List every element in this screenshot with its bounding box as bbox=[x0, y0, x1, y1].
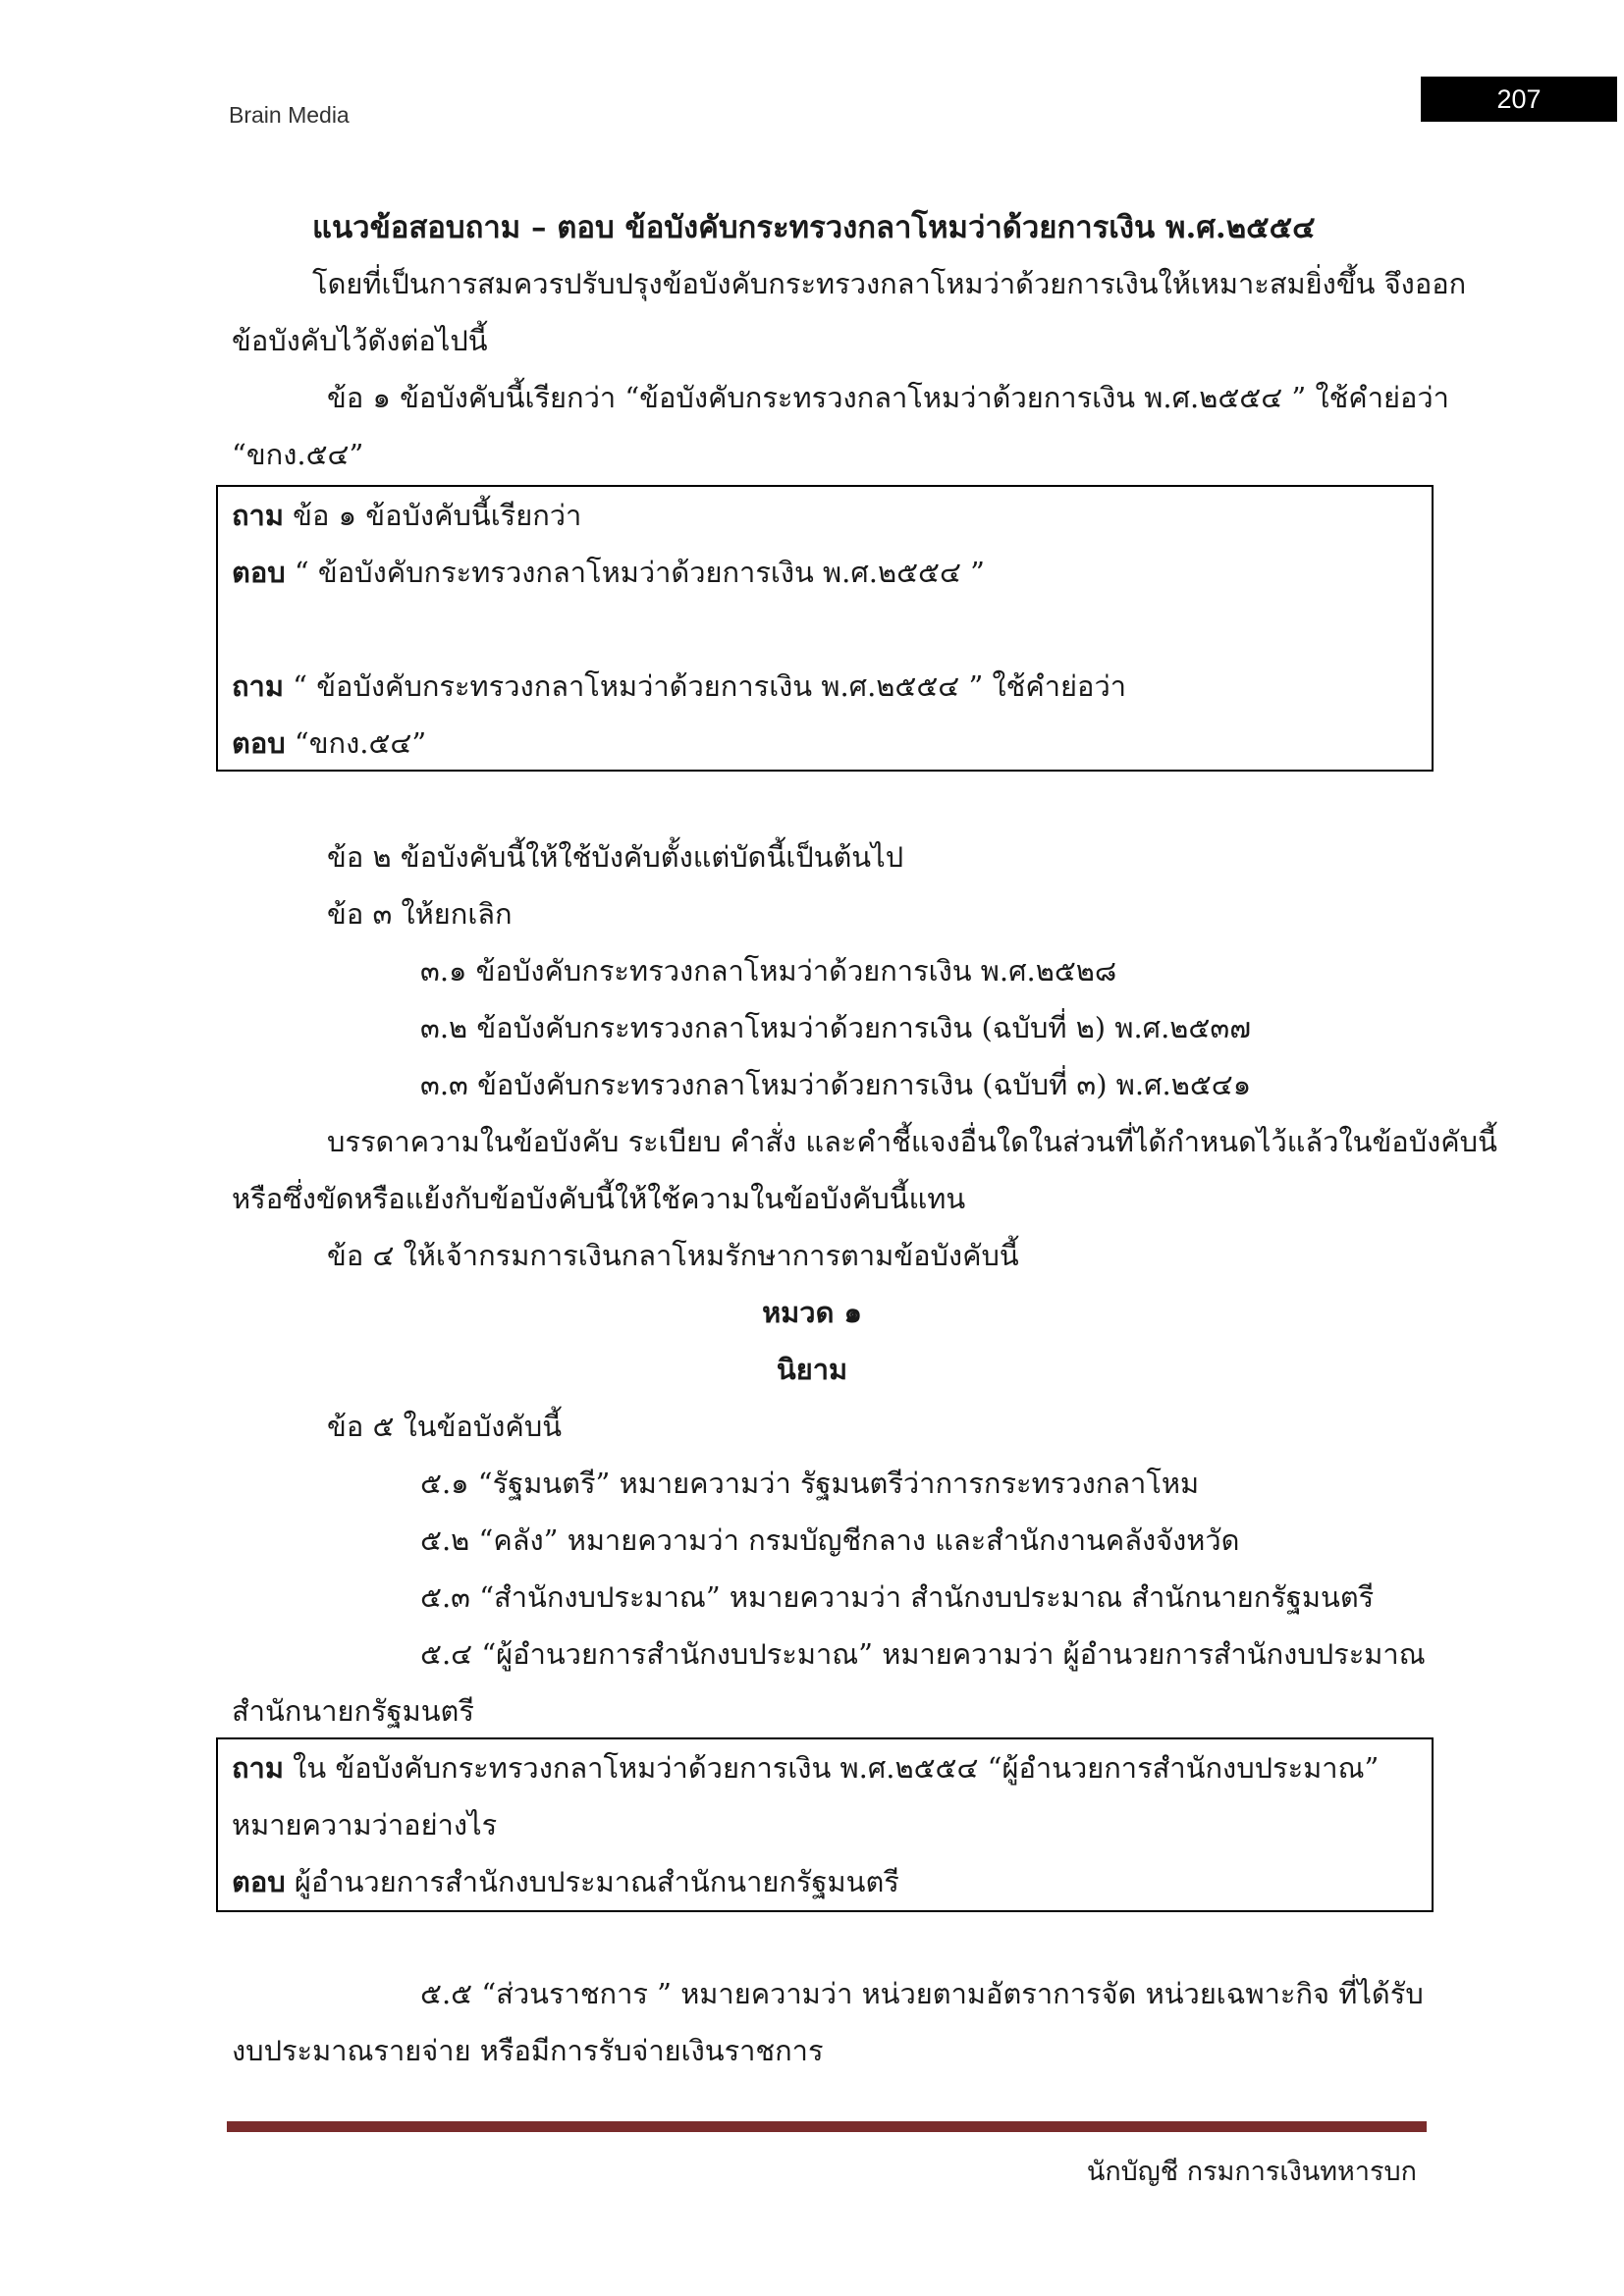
article-1-line-2: “ขกง.๕๔” bbox=[232, 438, 364, 471]
question-text: “ ข้อบังคับกระทรวงกลาโหมว่าด้วยการเงิน พ.ศ.๒๕๕๔ ” ใช้คำย่อว่า bbox=[283, 669, 1127, 703]
question-label: ถาม bbox=[232, 499, 284, 532]
definition-5-5-line-1: ๕.๕ “ส่วนราชการ ” หมายความว่า หน่วยตามอัตราการจัด หน่วยเฉพาะกิจ ที่ได้รับ bbox=[420, 1977, 1424, 2010]
definition-5-4-line-1: ๕.๔ “ผู้อำนวยการสำนักงบประมาณ” หมายความว่า ผู้อำนวยการสำนักงบประมาณ bbox=[420, 1637, 1426, 1671]
question-text: ใน ข้อบังคับกระทรวงกลาโหมว่าด้วยการเงิน พ.ศ.๒๕๕๔ “ผู้อำนวยการสำนักงบประมาณ” bbox=[283, 1751, 1380, 1785]
chapter-name: นิยาม bbox=[776, 1353, 848, 1386]
article-3-item-2: ๓.๒ ข้อบังคับกระทรวงกลาโหมว่าด้วยการเงิน (ฉบับที่ ๒) พ.ศ.๒๕๓๗ bbox=[420, 1011, 1251, 1044]
article-3-item-3: ๓.๓ ข้อบังคับกระทรวงกลาโหมว่าด้วยการเงิน (ฉบับที่ ๓) พ.ศ.๒๕๔๑ bbox=[420, 1068, 1252, 1101]
article-2: ข้อ ๒ ข้อบังคับนี้ให้ใช้บังคับตั้งแต่บัดนี้เป็นต้นไป bbox=[327, 840, 904, 874]
answer-label: ตอบ bbox=[232, 556, 286, 589]
page-number-badge: 207 bbox=[1421, 77, 1617, 122]
article-4: ข้อ ๔ ให้เจ้ากรมการเงินกลาโหมรักษาการตามข้อบังคับนี้ bbox=[327, 1239, 1019, 1272]
article-3-item-1: ๓.๑ ข้อบังคับกระทรวงกลาโหมว่าด้วยการเงิน พ.ศ.๒๕๒๘ bbox=[420, 954, 1117, 988]
answer-text: “ขกง.๕๔” bbox=[285, 726, 427, 760]
article-5: ข้อ ๕ ในข้อบังคับนี้ bbox=[327, 1410, 563, 1443]
article-3: ข้อ ๓ ให้ยกเลิก bbox=[327, 897, 513, 931]
qa2-question-line-2: หมายความว่าอย่างไร bbox=[232, 1808, 498, 1842]
definition-5-3: ๕.๓ “สำนักงบประมาณ” หมายความว่า สำนักงบประมาณ สำนักนายกรัฐมนตรี bbox=[420, 1580, 1375, 1614]
intro-line-1: โดยที่เป็นการสมควรปรับปรุงข้อบังคับกระทรวงกลาโหมว่าด้วยการเงินให้เหมาะสมยิ่งขึ้น จึงออก bbox=[312, 267, 1467, 300]
question-label: ถาม bbox=[232, 1751, 284, 1785]
answer-text: ผู้อำนวยการสำนักงบประมาณสำนักนายกรัฐมนตรี bbox=[285, 1865, 899, 1898]
qa1-answer-2 bbox=[232, 723, 426, 763]
question-text: ข้อ ๑ ข้อบังคับนี้เรียกว่า bbox=[283, 499, 582, 532]
page-title: แนวข้อสอบถาม – ตอบ ข้อบังคับกระทรวงกลาโหมว่าด้วยการเงิน พ.ศ.๒๕๕๔ bbox=[312, 210, 1316, 245]
article-3-para-1: บรรดาความในข้อบังคับ ระเบียบ คำสั่ง และคำชี้แจงอื่นใดในส่วนที่ได้กำหนดไว้แล้วในข้อบังคับนี้ bbox=[327, 1125, 1497, 1158]
question-label: ถาม bbox=[232, 669, 284, 703]
definition-5-2: ๕.๒ “คลัง” หมายความว่า กรมบัญชีกลาง และสำนักงานคลังจังหวัด bbox=[420, 1523, 1240, 1557]
qa1-question-2 bbox=[232, 667, 1126, 706]
qa1-question-1 bbox=[232, 496, 581, 535]
footer-rule bbox=[227, 2121, 1427, 2132]
intro-line-2: ข้อบังคับไว้ดังต่อไปนี้ bbox=[232, 324, 488, 357]
answer-text: “ ข้อบังคับกระทรวงกลาโหมว่าด้วยการเงิน พ.ศ.๒๕๕๔ ” bbox=[285, 556, 985, 589]
definition-5-5-line-2: งบประมาณรายจ่าย หรือมีการรับจ่ายเงินราชการ bbox=[232, 2034, 824, 2067]
qa2-question-line-1 bbox=[232, 1748, 1379, 1788]
answer-label: ตอบ bbox=[232, 1865, 286, 1898]
definition-5-4-line-2: สำนักนายกรัฐมนตรี bbox=[232, 1694, 474, 1728]
footer-right-text: นักบัญชี กรมการเงินทหารบก bbox=[1086, 2157, 1417, 2187]
qa1-answer-1 bbox=[232, 553, 985, 592]
article-3-para-2: หรือซึ่งขัดหรือแย้งกับข้อบังคับนี้ให้ใช้ความในข้อบังคับนี้แทน bbox=[232, 1182, 966, 1215]
header-left-text: Brain Media bbox=[229, 102, 350, 128]
chapter-label: หมวด ๑ bbox=[762, 1296, 862, 1329]
article-1-line-1: ข้อ ๑ ข้อบังคับนี้เรียกว่า “ข้อบังคับกระทรวงกลาโหมว่าด้วยการเงิน พ.ศ.๒๕๕๔ ” ใช้คำย่อว่า bbox=[327, 381, 1449, 414]
answer-label: ตอบ bbox=[232, 726, 286, 760]
qa2-answer bbox=[232, 1862, 899, 1901]
definition-5-1: ๕.๑ “รัฐมนตรี” หมายความว่า รัฐมนตรีว่าการกระทรวงกลาโหม bbox=[420, 1467, 1200, 1500]
